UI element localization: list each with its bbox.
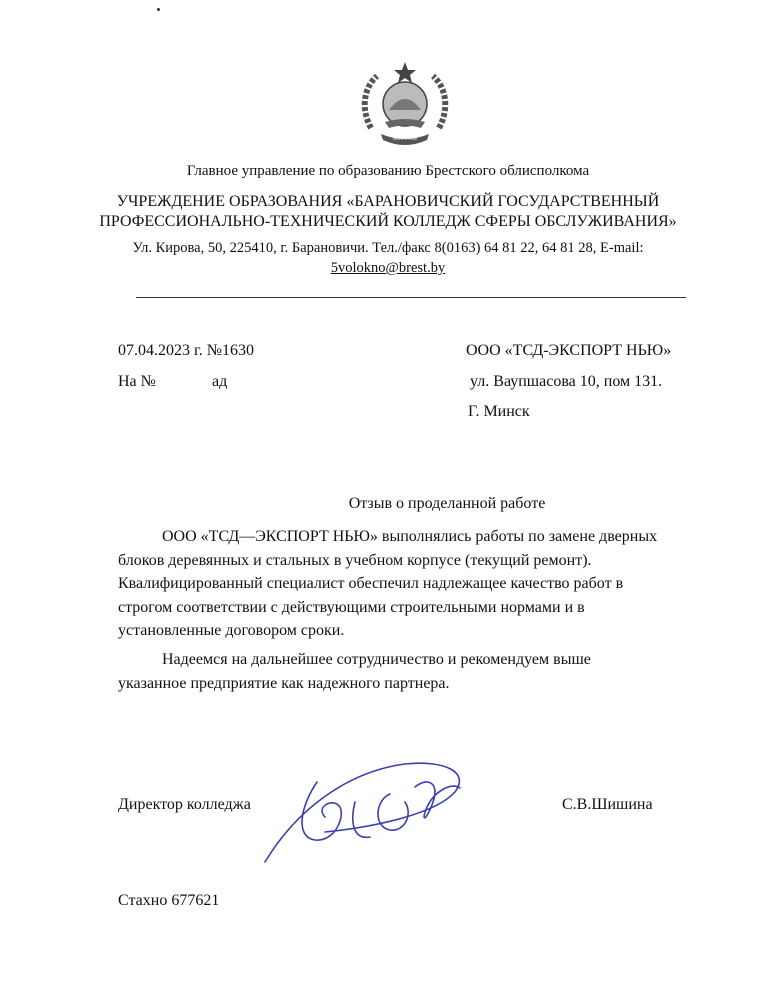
address-line: Ул. Кирова, 50, 225410, г. Барановичи. Тел./факс 8(0163) 64 81 22, 64 81 28, E-mail: bbox=[132, 240, 644, 256]
recipient-name: ООО «ТСД-ЭКСПОРТ НЬЮ» bbox=[466, 342, 672, 359]
ministry-line: Главное управление по образованию Брестского облисполкома bbox=[186, 163, 590, 179]
institution-name bbox=[0, 192, 776, 232]
institution-address bbox=[0, 238, 776, 278]
institution-line-2: ПРОФЕССИОНАЛЬНО-ТЕХНИЧЕСКИЙ КОЛЛЕДЖ СФЕРЫ ОБСЛУЖИВАНИЯ» bbox=[99, 213, 677, 230]
date-number: 07.04.2023 г. №1630 bbox=[118, 342, 255, 359]
email-link[interactable]: 5volokno@brest.by bbox=[330, 260, 446, 276]
recipient-city: Г. Минск bbox=[468, 403, 530, 420]
reference-suffix: ад bbox=[212, 373, 228, 390]
body-paragraph-1 bbox=[118, 525, 658, 643]
signatory-name: С.В.Шишина bbox=[562, 796, 653, 813]
recipient-address: ул. Ваупшасова 10, пом 131. bbox=[470, 373, 663, 390]
paragraph-2-text: Надеемся на дальнейшее сотрудничество и рекомендуем выше указанное предприятие как надежного партнера. bbox=[118, 651, 591, 692]
signatory-position: Директор колледжа bbox=[118, 796, 251, 813]
coat-of-arms-emblem bbox=[355, 58, 455, 158]
institution-line-1: УЧРЕЖДЕНИЕ ОБРАЗОВАНИЯ «БАРАНОВИЧСКИЙ ГОСУДАРСТВЕННЫЙ bbox=[116, 193, 660, 210]
body-paragraph-2 bbox=[118, 648, 658, 695]
header-divider bbox=[136, 297, 686, 298]
paragraph-1-text: ООО «ТСД—ЭКСПОРТ НЬЮ» выполнялись работы по замене дверных блоков деревянных и стальных в учебном корпусе (текущий ремонт). Квалифицированный специалист обеспечил надлежащее качество работ в строгом соответствии с действующими строительными нормами и в установленные договором сроки. bbox=[118, 528, 658, 639]
executor-note: Стахно 677621 bbox=[118, 892, 220, 909]
handwritten-signature bbox=[255, 752, 485, 872]
scan-speck bbox=[157, 8, 160, 11]
letter-title: Отзыв о проделанной работе bbox=[348, 495, 546, 512]
reference-label: На № bbox=[118, 373, 156, 390]
svg-text:БЕЛАРУСЬ: БЕЛАРУСЬ bbox=[392, 137, 418, 142]
